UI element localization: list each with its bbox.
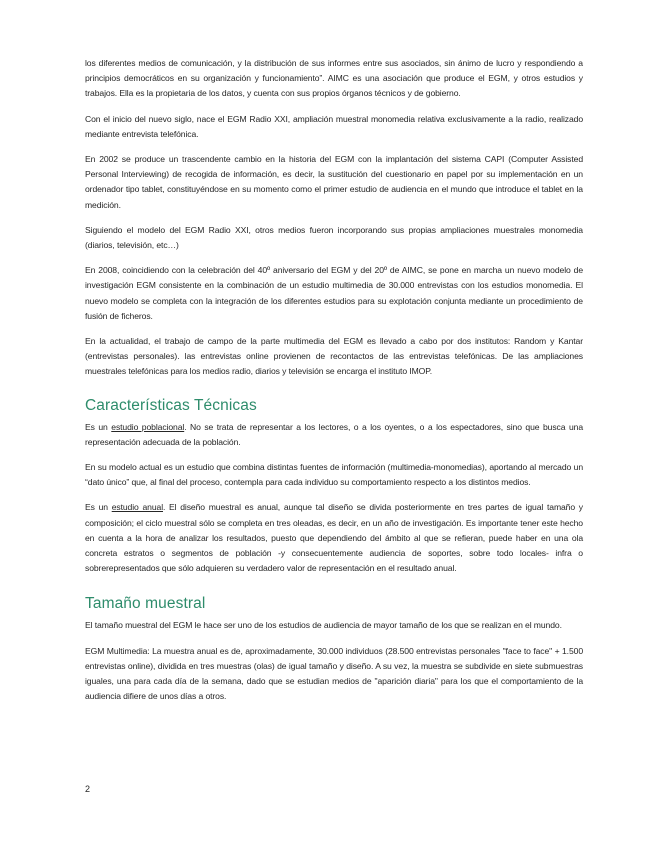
section-heading-tamano: Tamaño muestral: [85, 595, 206, 613]
tamano-paragraph-2: EGM Multimedia: La muestra anual es de, aproximadamente, 30.000 individuos (28.500 entrevistas personales "face to face" + 1.500 entrevistas online), dividida en tres muestras (olas) de igual tamaño y diseño. A su vez, la muestra se subdivide en siete submuestras iguales, una para cada día de la semana, dado que se estudian medios de "aparición diaria" para los que el comportamiento de la audiencia difiere de unos días a otros.: [85, 645, 583, 702]
intro-paragraph-6: En la actualidad, el trabajo de campo de la parte multimedia del EGM es llevado a cabo por dos institutos: Random y Kantar (entrevistas personales). las entrevistas online provienen de recontactos de las entrevistas telefónicas. De las ampliaciones muestrales telefónicas para los medios radio, diarios y televisión se encarga el instituto IMOP.: [85, 336, 583, 377]
text-fragment: . No se trata de representar a los lectores, o a los oyentes, o a los espectadores, sino que busca una representación adecuada de la población.: [85, 421, 584, 447]
tecnicas-paragraph-1: [85, 420, 583, 450]
underlined-term: estudio poblacional: [111, 421, 185, 432]
intro-paragraph-4: Siguiendo el modelo del EGM Radio XXI, otros medios fueron incorporando sus propias ampliaciones muestrales monomedia (diarios, televisión, etc…): [85, 224, 583, 251]
underlined-term: estudio anual: [111, 502, 163, 513]
intro-paragraph-2: Con el inicio del nuevo siglo, nace el EGM Radio XXI, ampliación muestral monomedia relativa exclusivamente a la radio, realizado mediante entrevista telefónica.: [85, 113, 583, 139]
text-fragment: Es un: [85, 502, 112, 513]
page-number: 2: [85, 784, 91, 794]
intro-paragraph-5: En 2008, coincidiendo con la celebración del 40º aniversario del EGM y del 20º de AIMC, se pone en marcha un nuevo modelo de investigación EGM consistente en la combinación de un estudio multimedia de 30.000 entrevistas con los estudios monomedia. El nuevo modelo se completa con la integración de los diferentes estudios para su explotación conjunta mediante un procedimiento de fusión de ficheros.: [85, 265, 583, 321]
intro-paragraph-1: los diferentes medios de comunicación, y la distribución de sus informes entre sus asociados, sin ánimo de lucro y respondiendo a principios democráticos en su organización y funcionamiento”. AIMC es una asociación que produce el EGM, y otros estudios y trabajos. Ella es la propietaria de los datos, y cuenta con sus propios órganos técnicos y de gobierno.: [85, 58, 583, 99]
text-fragment: Es un: [85, 421, 112, 432]
text-fragment: . El diseño muestral es anual, aunque tal diseño se divida posteriormente en tres partes de igual tamaño y composición; el ciclo muestral sólo se completa en tres oleadas, es decir, en un año de investigación. Es importante tener este hecho en cuenta a la hora de analizar los resultados, puesto que dependiendo del ámbito al que se refieran, puede haber en una ola concreta estratos o segmentos de población -y consecuentemente audiencia de soportes, sobre todo locales- infra o sobrerepresentados que sólo adquieren su verdadero valor de representación en el resultado anual.: [85, 502, 583, 574]
tecnicas-paragraph-2: En su modelo actual es un estudio que combina distintas fuentes de información (multimedia-monomedias), aportando al mercado un “dato único” que, al final del proceso, contempla para cada individuo su comportamiento respecto a los distintos medios.: [85, 462, 583, 488]
tecnicas-paragraph-3: [85, 500, 583, 576]
tamano-paragraph-1: El tamaño muestral del EGM le hace ser uno de los estudios de audiencia de mayor tamaño de los que se realizan en el mundo.: [85, 620, 562, 631]
section-heading-caracteristicas: Características Técnicas: [85, 396, 257, 414]
intro-paragraph-3: En 2002 se produce un trascendente cambio en la historia del EGM con la implantación del sistema CAPI (Computer Assisted Personal Interviewing) de recogida de información, es decir, la sustitución del cuestionario en papel por su implementación en un ordenador tipo tablet, constituyéndose en su momento como el primer estudio de audiencia en el mundo que introduce el tablet en la medición.: [85, 154, 583, 210]
